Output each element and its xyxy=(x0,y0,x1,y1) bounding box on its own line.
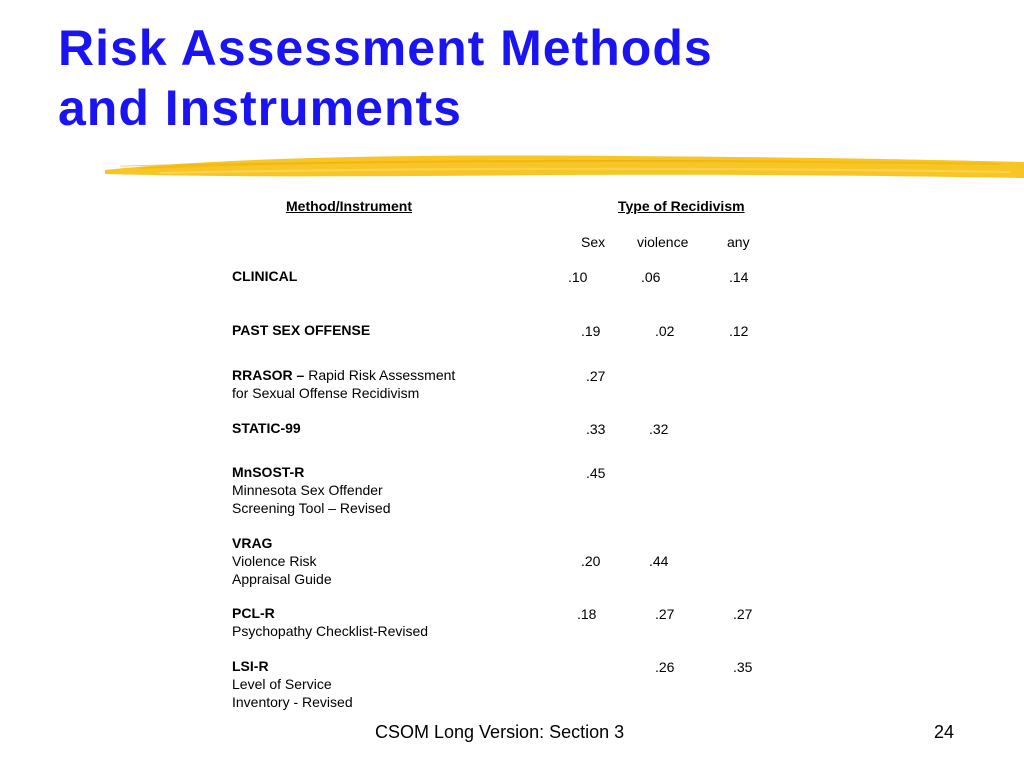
title-line-1: Risk Assessment Methods xyxy=(58,20,713,76)
row-static-99-name: STATIC-99 xyxy=(232,420,301,436)
row-mnsost-r-desc1: Minnesota Sex Offender xyxy=(232,482,383,498)
row-pcl-r-violence: .27 xyxy=(655,606,675,622)
row-clinical-any: .14 xyxy=(729,269,749,285)
row-pcl-r-any: .27 xyxy=(733,606,753,622)
row-past-sex-offense-violence: .02 xyxy=(655,323,675,339)
header-method: Method/Instrument xyxy=(286,198,412,214)
row-clinical-sex: .10 xyxy=(568,269,588,285)
row-pcl-r-name: PCL-R xyxy=(232,605,275,621)
header-type: Type of Recidivism xyxy=(618,198,745,214)
row-rrasor-desc1: Rapid Risk Assessment xyxy=(308,367,456,383)
row-vrag-desc2: Appraisal Guide xyxy=(232,571,332,587)
row-vrag-sex: .20 xyxy=(581,553,601,569)
row-lsi-r-desc1: Level of Service xyxy=(232,676,332,692)
row-pcl-r-desc1: Psychopathy Checklist-Revised xyxy=(232,623,429,639)
col-any-label: any xyxy=(727,234,750,250)
row-rrasor-desc2: for Sexual Offense Recidivism xyxy=(232,385,420,401)
row-rrasor-name: RRASOR – xyxy=(232,367,305,383)
row-static-99-sex: .33 xyxy=(586,421,606,437)
row-pcl-r-sex: .18 xyxy=(577,606,597,622)
row-past-sex-offense-name: PAST SEX OFFENSE xyxy=(232,322,371,338)
brush-stroke-divider xyxy=(100,148,1024,188)
row-lsi-r-any: .35 xyxy=(733,659,753,675)
row-vrag-name: VRAG xyxy=(232,535,273,551)
footer-text: CSOM Long Version: Section 3 xyxy=(375,722,625,742)
row-static-99-violence: .32 xyxy=(649,421,669,437)
row-vrag-violence: .44 xyxy=(649,553,669,569)
row-vrag-desc1: Violence Risk xyxy=(232,553,317,569)
row-past-sex-offense-any: .12 xyxy=(729,323,749,339)
row-past-sex-offense-sex: .19 xyxy=(581,323,601,339)
row-lsi-r-desc2: Inventory - Revised xyxy=(232,694,353,710)
row-mnsost-r-desc2: Screening Tool – Revised xyxy=(232,500,391,516)
row-clinical-name: CLINICAL xyxy=(232,268,298,284)
row-rrasor-label xyxy=(232,366,455,384)
col-sex-label: Sex xyxy=(581,234,606,250)
title-line-2: and Instruments xyxy=(58,80,462,136)
row-lsi-r-violence: .26 xyxy=(655,659,675,675)
row-lsi-r-name: LSI-R xyxy=(232,658,269,674)
col-violence-label: violence xyxy=(637,234,689,250)
slide-title xyxy=(58,18,713,138)
row-rrasor-sex: .27 xyxy=(586,368,606,384)
row-mnsost-r-name: MnSOST-R xyxy=(232,464,305,480)
page-number: 24 xyxy=(934,722,955,742)
row-mnsost-r-sex: .45 xyxy=(586,465,606,481)
row-clinical-violence: .06 xyxy=(641,269,661,285)
